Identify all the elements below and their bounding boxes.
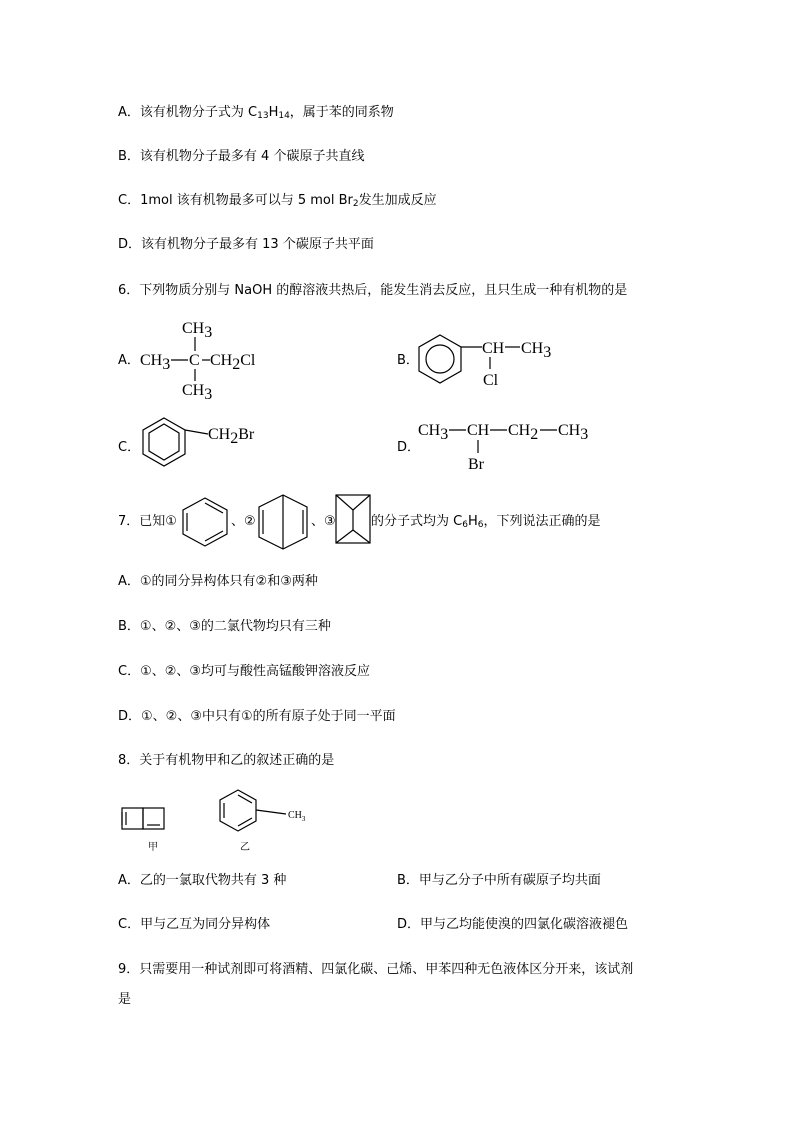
d-ch2: CH2 bbox=[508, 422, 539, 443]
q6-d-structure bbox=[416, 418, 606, 478]
q5-option-b: B．该有机物分子最多有 4 个碳原子共直线 bbox=[118, 149, 365, 164]
q8-option-b: B．甲与乙分子中所有碳原子均共面 bbox=[397, 873, 601, 888]
q7-benzene-ring bbox=[183, 498, 227, 546]
b-cl: Cl bbox=[483, 372, 499, 389]
q7-prism-e2 bbox=[353, 495, 370, 510]
c-ch2br: CH2Br bbox=[208, 426, 255, 447]
q7-prism-e1 bbox=[336, 495, 353, 510]
a-ch3-left: CH3 bbox=[140, 352, 171, 373]
q7-stem-pre: 7．已知① bbox=[118, 514, 177, 529]
yi-benzene-ring bbox=[220, 790, 256, 831]
a-c: C bbox=[189, 352, 200, 369]
d-ch: CH bbox=[467, 422, 490, 439]
jia-ring-left bbox=[122, 808, 143, 829]
b-ch: CH bbox=[482, 340, 505, 357]
q8-option-a: A．乙的一氯取代物共有 3 种 bbox=[118, 873, 287, 888]
q6-option-d-label: D． bbox=[397, 440, 421, 455]
q7-sep1: 、② bbox=[231, 514, 256, 529]
q6-option-a-label: A． bbox=[118, 353, 140, 368]
c-inner-ring bbox=[149, 424, 179, 460]
a-ch2cl: CH2Cl bbox=[210, 352, 256, 373]
jia-label: 甲 bbox=[148, 842, 158, 853]
q7-structure-1-benzene bbox=[180, 494, 235, 549]
d-br: Br bbox=[468, 456, 484, 473]
q6-stem: 6．下列物质分别与 NaOH 的醇溶液共热后，能发生消去反应，且只生成一种有机物的是 bbox=[118, 283, 628, 298]
yi-methyl-bond bbox=[256, 810, 286, 814]
q7-prism-e4 bbox=[336, 530, 353, 543]
q7-structure-2-dewar bbox=[257, 492, 312, 554]
q6-a-structure bbox=[140, 315, 270, 403]
a-ch3-top: CH3 bbox=[182, 320, 213, 341]
c-bond bbox=[185, 430, 208, 434]
q9-stem-cont: 是 bbox=[118, 992, 132, 1007]
q6-c-structure bbox=[138, 410, 268, 480]
d-ch3a: CH3 bbox=[418, 422, 449, 443]
q8-yi-structure bbox=[216, 786, 326, 856]
q7-double-1 bbox=[205, 503, 223, 513]
q6-option-b-label: B． bbox=[397, 353, 419, 368]
q5-option-c: C．1mol 该有机物最多可以与 5 mol $Br_2$发生加成反应 bbox=[118, 193, 437, 209]
q7-option-d: D．①、②、③中只有①的所有原子处于同一平面 bbox=[118, 709, 396, 724]
q6-option-c-label: C． bbox=[118, 440, 141, 455]
yi-ch3: $CH_3$ bbox=[288, 810, 306, 823]
d-ch3b: CH3 bbox=[558, 422, 589, 443]
jia-ring-right bbox=[143, 808, 164, 829]
q7-double-2 bbox=[205, 531, 223, 541]
q8-jia-structure bbox=[118, 792, 188, 857]
b-aromatic-circle bbox=[426, 345, 454, 373]
a-ch3-bottom: CH3 bbox=[182, 382, 213, 403]
q7-option-c: C．①、②、③均可与酸性高锰酸钾溶液反应 bbox=[118, 664, 371, 679]
q9-stem: 9．只需要用一种试剂即可将酒精、四氯化碳、己烯、甲苯四种无色液体区分开来，该试剂 bbox=[118, 962, 634, 977]
q7-structure-3-prismane bbox=[334, 492, 374, 547]
q7-prism-e5 bbox=[353, 530, 370, 543]
q8-option-c: C．甲与乙互为同分异构体 bbox=[118, 917, 271, 932]
yi-label: 乙 bbox=[240, 842, 250, 853]
q7-stem-post: 的分子式均为 $C_6H_6$，下列说法正确的是 bbox=[371, 514, 601, 530]
q5-option-d: D．该有机物分子最多有 13 个碳原子共平面 bbox=[118, 237, 374, 252]
q6-b-structure bbox=[410, 325, 570, 400]
q8-option-d: D．甲与乙均能使溴的四氯化碳溶液褪色 bbox=[397, 917, 629, 932]
q7-sep2: 、③ bbox=[311, 514, 336, 529]
b-benzene-ring bbox=[419, 335, 461, 383]
q7-option-b: B．①、②、③的二氯代物均只有三种 bbox=[118, 619, 331, 634]
q7-option-a: A．①的同分异构体只有②和③两种 bbox=[118, 574, 318, 589]
q5-option-a: A．该有机物分子式为 $C_{13}H_{14}$，属于苯的同系物 bbox=[118, 105, 394, 121]
q8-stem: 8．关于有机物甲和乙的叙述正确的是 bbox=[118, 753, 335, 768]
b-ch3: CH3 bbox=[521, 340, 552, 361]
